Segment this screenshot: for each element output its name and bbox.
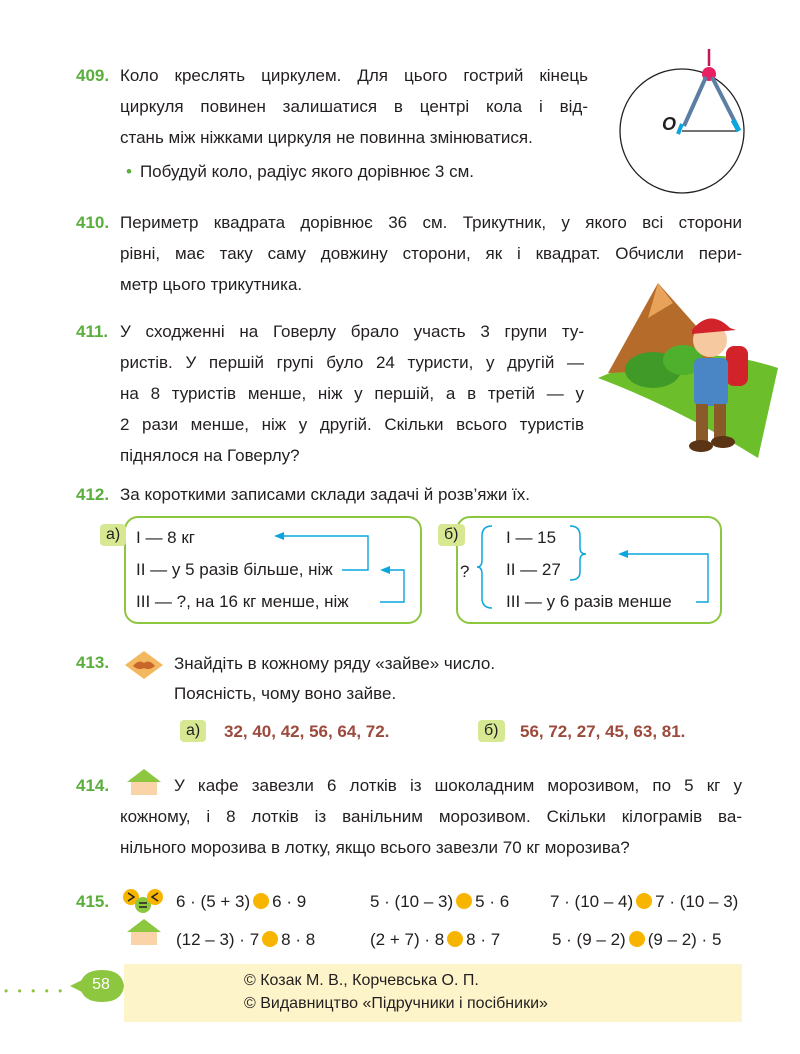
compare-slot[interactable] bbox=[253, 893, 269, 909]
variant-a-tag: а) bbox=[100, 524, 126, 546]
problem-414-number: 414. bbox=[76, 776, 110, 795]
text-line: Коло креслять циркулем. Для цього гострий кінець bbox=[120, 66, 588, 85]
expr-right: 6 · 9 bbox=[272, 892, 307, 911]
variant-b-tag: б) bbox=[478, 720, 505, 742]
text-line: Периметр квадрата дорівнює 36 см. Трикутник, у якого всі сторони bbox=[120, 213, 742, 232]
variant-b-tag: б) bbox=[438, 524, 465, 546]
problem-410-number: 410. bbox=[76, 213, 110, 232]
boot-icon bbox=[711, 436, 735, 448]
boot-icon bbox=[689, 440, 713, 452]
comparison-1-3 bbox=[550, 892, 738, 912]
arrow-line bbox=[280, 536, 368, 570]
problem-415-number: 415. bbox=[76, 892, 110, 911]
text-line: рівні, має таку саму довжину сторони, як і квадрат. Обчисли пери- bbox=[120, 244, 742, 263]
compass-needle-leg-icon bbox=[684, 77, 706, 126]
problem-411-text bbox=[120, 316, 584, 471]
text-line: метр цього трикутника. bbox=[120, 275, 303, 294]
row-a-numbers: 32, 40, 42, 56, 64, 72. bbox=[224, 722, 390, 741]
brace-path bbox=[477, 526, 492, 608]
record-a-row-3: III — ?, на 16 кг менше, ніж bbox=[136, 592, 349, 611]
record-b-row-3: III — у 6 разів менше bbox=[506, 592, 672, 611]
record-b-row-1: I — 15 bbox=[506, 528, 557, 547]
problem-413-number: 413. bbox=[76, 653, 110, 672]
compass-circle-illustration bbox=[612, 44, 762, 204]
expr-right: (9 – 2) · 5 bbox=[647, 930, 722, 949]
pencil-tip-icon bbox=[733, 120, 739, 131]
comparison-2-3 bbox=[552, 930, 721, 950]
arrow-line bbox=[626, 554, 708, 602]
expr-left: (12 – 3) · 7 bbox=[176, 930, 260, 949]
hiker-leg-icon bbox=[714, 404, 726, 440]
copyright-publisher: © Видавництво «Підручники і посібники» bbox=[244, 995, 548, 1012]
problem-412-number: 412. bbox=[76, 485, 110, 504]
problem-409-bullet bbox=[126, 162, 474, 182]
text-line: кожному, і 8 лотків із ванільним морозивом. Скільки кілограмів ва- bbox=[120, 807, 742, 826]
compass-pencil-leg-icon bbox=[712, 77, 737, 126]
text-line: нільного морозива в лотку, якщо всього завезли 70 кг морозива? bbox=[120, 838, 630, 857]
hiker-mountain-illustration bbox=[588, 278, 788, 468]
expr-left: 5 · (9 – 2) bbox=[552, 930, 626, 949]
record-b-brace-icon bbox=[476, 524, 496, 610]
text-line: У сходженні на Говерлу брало участь 3 групи ту- bbox=[120, 322, 584, 341]
expr-right: 8 · 8 bbox=[281, 930, 316, 949]
arrow-head-icon bbox=[380, 566, 390, 574]
problem-413-line-1: Знайдіть в кожному ряду «зайве» число. bbox=[174, 654, 496, 673]
problem-412-text: За короткими записами склади задачі й розв’яжи їх. bbox=[120, 485, 531, 504]
compare-slot[interactable] bbox=[262, 931, 278, 947]
arrow-head-icon bbox=[274, 532, 284, 540]
page-dots-decoration: • • • • • bbox=[4, 984, 66, 998]
badge-shape bbox=[147, 889, 163, 905]
expr-right: 5 · 6 bbox=[475, 892, 510, 911]
brace-right-icon bbox=[570, 526, 586, 580]
bullet-icon: • bbox=[126, 162, 132, 181]
compare-slot[interactable] bbox=[629, 931, 645, 947]
roof-shape bbox=[127, 919, 161, 932]
variant-a-tag: а) bbox=[180, 720, 206, 742]
wall-shape bbox=[131, 932, 157, 945]
record-a-row-2: II — у 5 разів більше, ніж bbox=[136, 560, 333, 579]
record-b-arrows bbox=[566, 524, 716, 610]
hiker-cap-icon bbox=[692, 318, 736, 334]
hiker-leg-icon bbox=[696, 404, 708, 444]
expr-left: (2 + 7) · 8 bbox=[370, 930, 445, 949]
comparison-2-1 bbox=[176, 930, 315, 950]
house-icon bbox=[126, 918, 162, 946]
text-line: 2 рази менше, ніж у другій. Скільки всього туристів bbox=[120, 415, 584, 434]
backpack-icon bbox=[726, 346, 748, 386]
arrow-line bbox=[380, 570, 404, 602]
problem-409-number: 409. bbox=[76, 66, 110, 85]
text-line: циркуля повинен залишатися в центрі кола і від- bbox=[120, 97, 588, 116]
record-b-row-2: II — 27 bbox=[506, 560, 561, 579]
text-line: стань між ніжками циркуля не повинна змінюватися. bbox=[120, 128, 533, 147]
compare-slot[interactable] bbox=[636, 893, 652, 909]
text-line: на 8 туристів менше, ніж у першій, а в третій — у bbox=[120, 384, 584, 403]
badge-pointer bbox=[70, 980, 82, 992]
copyright-authors: © Козак М. В., Корчевська О. П. bbox=[244, 972, 479, 989]
bullet-text: Побудуй коло, радіус якого дорівнює 3 см. bbox=[139, 162, 474, 181]
problem-409-text bbox=[120, 60, 588, 153]
record-b-question: ? bbox=[460, 562, 470, 581]
circle-center-label: O bbox=[662, 114, 677, 134]
expr-left: 5 · (10 – 3) bbox=[370, 892, 454, 911]
handshake-icon bbox=[124, 650, 164, 680]
expr-right: 7 · (10 – 3) bbox=[655, 892, 739, 911]
page-number: 58 bbox=[92, 976, 110, 993]
arrow-head-icon bbox=[618, 550, 628, 558]
problem-413-line-2: Поясність, чому воно зайве. bbox=[174, 684, 397, 703]
comparison-1-1 bbox=[176, 892, 306, 912]
record-a-row-1: I — 8 кг bbox=[136, 528, 195, 547]
expr-left: 6 · (5 + 3) bbox=[176, 892, 251, 911]
row-b-numbers: 56, 72, 27, 45, 63, 81. bbox=[520, 722, 686, 741]
expr-left: 7 · (10 – 4) bbox=[550, 892, 634, 911]
text-line: піднялося на Говерлу? bbox=[120, 446, 300, 465]
problem-414-text bbox=[120, 770, 742, 863]
text-line: ристів. У першій групі було 24 туристи, у другій — bbox=[120, 353, 584, 372]
comparison-1-2 bbox=[370, 892, 509, 912]
comparison-2-2 bbox=[370, 930, 500, 950]
compare-signs-icon bbox=[122, 888, 164, 914]
problem-411-number: 411. bbox=[76, 322, 109, 341]
compare-slot[interactable] bbox=[447, 931, 463, 947]
footer-bar bbox=[124, 964, 742, 1022]
needle-tip-icon bbox=[678, 124, 682, 134]
hiker-jacket-icon bbox=[694, 358, 728, 406]
text-line: У кафе завезли 6 лотків із шоколадним морозивом, по 5 кг у bbox=[174, 776, 742, 795]
compare-slot[interactable] bbox=[456, 893, 472, 909]
record-a-arrows bbox=[270, 526, 410, 616]
expr-right: 8 · 7 bbox=[466, 930, 501, 949]
